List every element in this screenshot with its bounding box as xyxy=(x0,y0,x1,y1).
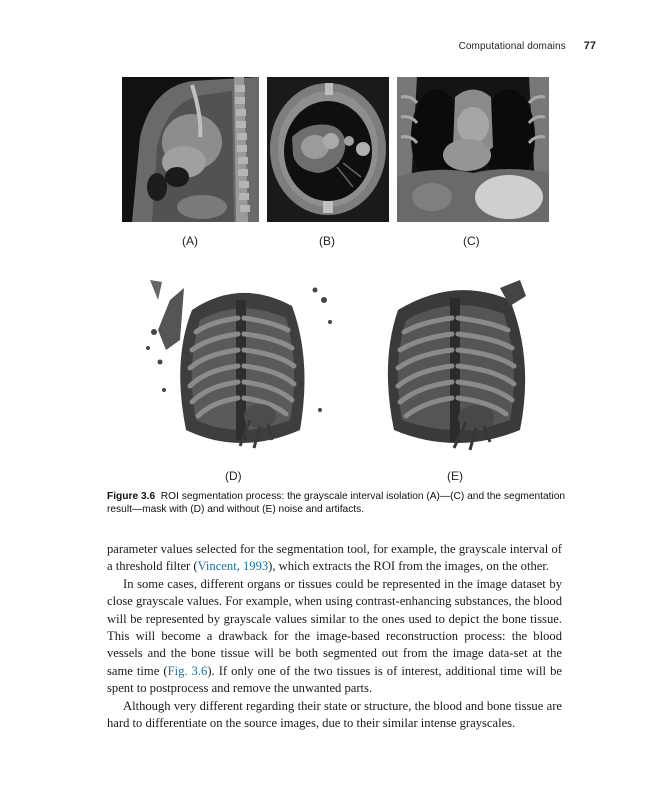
panel-d-label: (D) xyxy=(225,469,242,483)
running-head xyxy=(459,40,596,52)
paragraph-2: In some cases, different organs or tissues could be represented in the image dataset by close grayscale values. For example, when using contrast-enhancing substances, the blood will be represented by grayscale values similar to the ones used to depict the bone tissue. This will become a drawback for the image-based reconstruction process: the blood vessels and the bone tissue will be both segmented out from the image data-set at the same time (Fig. 3.6). If only one of the two tissues is of interest, additional time will be spent to postprocess and remove the unwanted parts. xyxy=(107,576,562,696)
panel-b-image xyxy=(267,77,389,222)
figure-caption-text: ROI segmentation process: the grayscale interval isolation (A)—(C) and the segmentation result—mask with (D) and without (E) noise and artifacts. xyxy=(107,491,566,515)
figure-link[interactable]: Fig. 3.6 xyxy=(167,663,208,678)
panel-e-label: (E) xyxy=(447,469,463,483)
paragraph-3: Although very different regarding their state or structure, the blood and bone tissue are hard to differentiate on the source images, due to their similar intense grayscales. xyxy=(107,698,562,731)
panel-c-image xyxy=(397,77,549,222)
panel-d-image xyxy=(140,270,340,462)
panel-a-label: (A) xyxy=(182,234,198,248)
figure-number: Figure 3.6 xyxy=(107,491,156,502)
panel-a-image xyxy=(122,77,259,222)
citation-link[interactable]: Vincent, 1993 xyxy=(197,559,269,574)
panel-e-image xyxy=(370,270,540,462)
panel-b-label: (B) xyxy=(319,234,335,248)
figure-caption xyxy=(107,490,567,516)
section-title: Computational domains xyxy=(458,41,566,52)
paragraph-1: parameter values selected for the segmentation tool, for example, the grayscale interval of a threshold filter (Vincent, 1993), which extracts the ROI from the images, on the other. xyxy=(107,542,562,574)
panel-c-label: (C) xyxy=(463,234,480,248)
body-text xyxy=(107,541,562,732)
page-number: 77 xyxy=(583,40,596,52)
